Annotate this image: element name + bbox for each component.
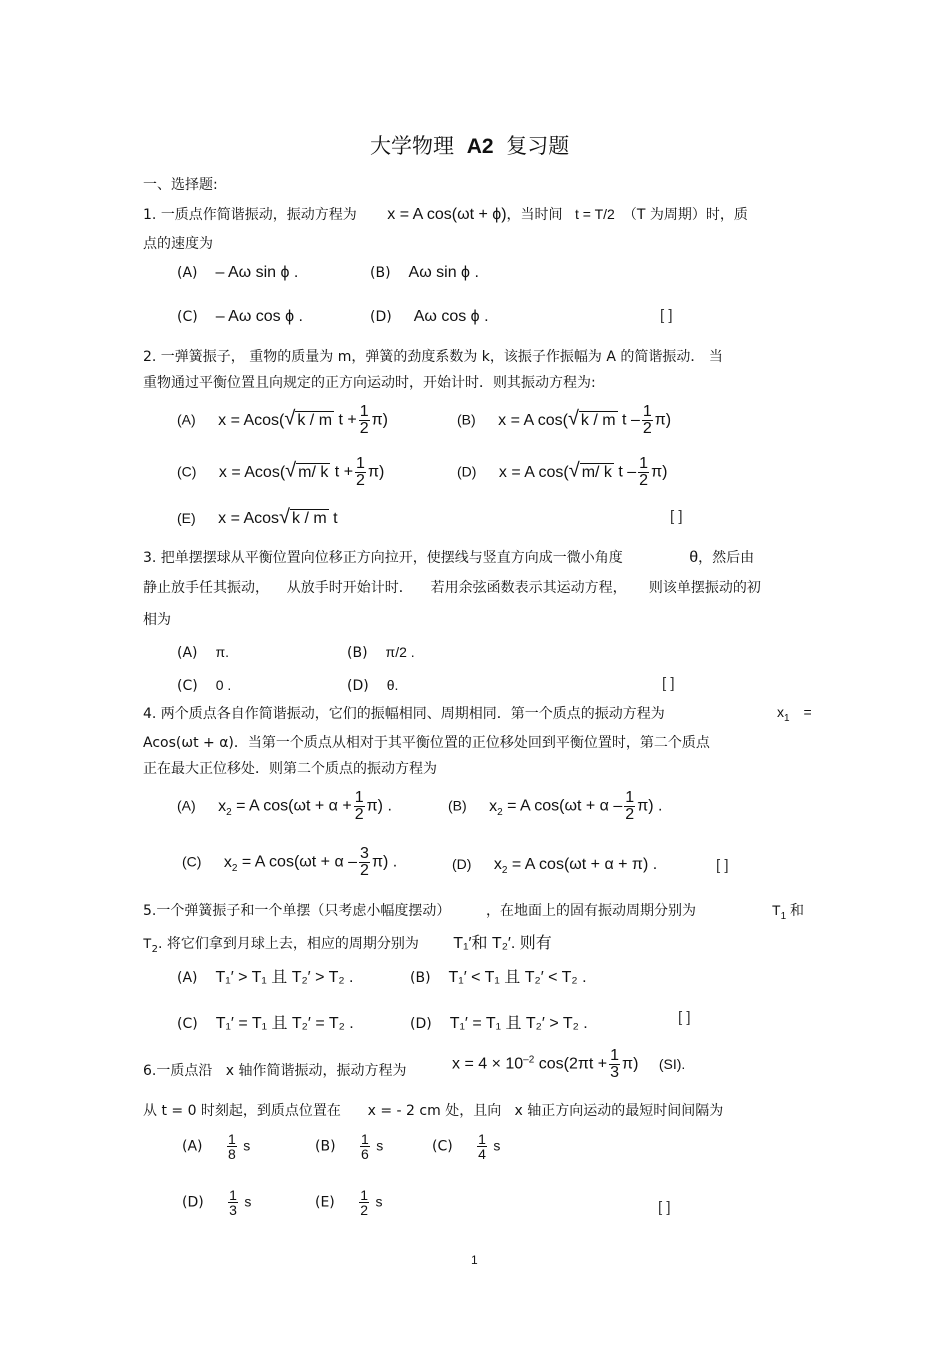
q4-c-den: 2 <box>360 862 369 879</box>
page-title <box>370 130 569 160</box>
q2-c-pre: x = Acos( <box>218 463 286 481</box>
sqrt-icon: √ <box>567 407 579 430</box>
q3-c-label: (C) <box>177 678 198 694</box>
q1-option-c <box>177 308 303 326</box>
q6-option-d <box>182 1188 251 1217</box>
q5-line2-text: . 将它们拿到月球上去，相应的周期分别为 <box>157 936 419 952</box>
q6-b-num: 1 <box>360 1131 369 1147</box>
q2-option-c <box>177 456 384 489</box>
q3-d-label: (D) <box>347 678 369 694</box>
q5-c-text: T₁′ = T₁ 且 T₂′ = T₂ . <box>215 1015 354 1032</box>
q4-c-sign: – <box>348 853 358 871</box>
q5-option-d <box>410 1010 588 1033</box>
q1-text: 一质点作简谐振动，振动方程为 <box>160 207 357 223</box>
q4-b-sign: – <box>613 797 623 815</box>
q2-b-radicand: k / m <box>580 411 616 429</box>
q5-c-label: (C) <box>177 1016 198 1032</box>
q4-option-c <box>182 846 397 879</box>
q3-option-d <box>347 677 398 694</box>
q4-b-sub: 2 <box>497 806 503 818</box>
q2-e-radicand: k / m <box>292 510 327 527</box>
q1-option-a <box>177 264 298 282</box>
q6-eq-c: π) <box>622 1055 639 1073</box>
q4-a-num: 1 <box>354 789 364 806</box>
sqrt-icon: √ <box>284 407 296 430</box>
q1-answer-bracket: [ ] <box>660 307 673 324</box>
title-code: A2 <box>466 135 494 158</box>
q1-text2: ，当时间 <box>506 207 563 223</box>
q2-b-pi: π) <box>654 411 672 429</box>
q6-a-unit: s <box>243 1137 251 1154</box>
q4-x1-sub: 1 <box>784 712 790 724</box>
q2-line1: 2. 一弹簧振子， 重物的质量为 m，弹簧的劲度系数为 k，该振子作振幅为 A 的简谐振动． 当 <box>143 349 723 365</box>
q5-line1: 5.一个弹簧振子和一个单摆（只考虑小幅度摆动） ，在地面上的固有振动周期分别为 <box>143 903 696 919</box>
q1-b-text: Aω sin ϕ . <box>408 264 479 281</box>
q2-b-label: (B) <box>457 411 476 428</box>
q4-c-sub: 2 <box>231 862 238 874</box>
q2-c-den: 2 <box>356 472 365 489</box>
q2-d-den: 2 <box>639 472 649 489</box>
q4-a-label: (A) <box>177 797 196 814</box>
q3-option-b <box>347 644 415 661</box>
q1-a-text: – Aω sin ϕ . <box>215 264 299 281</box>
q1-c-text: – Aω cos ϕ . <box>215 308 303 325</box>
q5-answer-bracket: [ ] <box>678 1009 691 1026</box>
q4-x1-eq: = <box>799 704 812 720</box>
q6-option-e <box>315 1188 382 1217</box>
q4-a-x: x <box>218 797 227 815</box>
q2-option-d <box>457 456 667 489</box>
q5-t2-var: T <box>143 935 152 951</box>
q3-a-text: π. <box>215 644 230 660</box>
q6-option-b <box>315 1132 383 1161</box>
q4-option-a <box>177 790 392 823</box>
q3-line2: 静止放手任其振动， 从放手时开始计时． 若用余弦函数表示其运动方程， 则该单摆振动的初 <box>143 580 761 596</box>
q2-d-label: (D) <box>457 463 477 480</box>
q6-eq-exp: –2 <box>523 1054 535 1066</box>
q6-c-num: 1 <box>478 1131 486 1147</box>
q4-x1-var: x <box>777 704 784 720</box>
q2-option-e <box>177 506 338 529</box>
q5-a-text: T₁′ > T₁ 且 T₂′ > T₂ . <box>215 969 354 986</box>
q2-a-pi: π) <box>371 411 388 429</box>
q4-d-x: x <box>493 856 502 873</box>
q4-b-tail: π) . <box>637 797 663 815</box>
q5-a-label: (A) <box>177 970 198 986</box>
q6-eq-b: cos(2πt + <box>534 1055 608 1073</box>
q1-text3: （T 为周期）时，质 <box>622 207 748 223</box>
q4-a-sub: 2 <box>226 806 232 818</box>
q2-line2: 重物通过平衡位置且向规定的正方向运动时，开始计时．则其振动方程为: <box>143 375 596 391</box>
q6-d-num: 1 <box>229 1187 237 1203</box>
q5-d-text: T₁′ = T₁ 且 T₂′ > T₂ . <box>449 1015 588 1032</box>
q4-b-label: (B) <box>448 797 467 814</box>
q5-t1 <box>772 900 804 922</box>
q5-t1-sub: 1 <box>780 910 787 922</box>
q5-t2-sub: 2 <box>151 943 158 955</box>
q2-b-pre: x = A cos( <box>498 411 568 429</box>
q6-c-label: (C) <box>432 1138 453 1155</box>
q2-d-sign: – <box>627 463 637 481</box>
q4-a-sign: + <box>342 797 352 815</box>
q6-b-den: 6 <box>360 1146 369 1162</box>
q3-option-c <box>177 677 231 694</box>
q1-time: t = T/2 <box>575 206 615 222</box>
q1-d-text: Aω cos ϕ . <box>413 308 489 325</box>
q5-t1-var: T <box>772 902 781 918</box>
q6-e-label: (E) <box>315 1194 335 1211</box>
q6-c-den: 4 <box>478 1146 486 1162</box>
q1-option-b <box>370 264 479 282</box>
q4-d-body: = A cos(ωt + α + π) . <box>507 856 658 873</box>
q2-a-pre: x = Acos( <box>218 411 285 429</box>
q2-d-pi: π) <box>651 463 668 481</box>
q6-c-unit: s <box>493 1137 501 1154</box>
q6-d-label: (D) <box>182 1194 204 1211</box>
q2-d-t: t <box>613 463 623 481</box>
q2-c-sign: + <box>343 463 354 481</box>
q4-a-body: = A cos(ωt + α <box>231 797 343 815</box>
q4-c-body: = A cos(ωt + α <box>237 853 349 871</box>
q6-e-den: 2 <box>360 1202 369 1218</box>
q6-line1: 6.一质点沿 x 轴作简谐振动，振动方程为 <box>143 1063 407 1079</box>
q4-answer-bracket: [ ] <box>716 857 729 874</box>
q5-line2 <box>143 930 552 955</box>
q4-b-x: x <box>489 797 498 815</box>
title-cn: 大学物理 <box>370 134 454 158</box>
q2-e-label: (E) <box>177 510 196 526</box>
q6-b-label: (B) <box>315 1138 336 1155</box>
q2-b-num: 1 <box>642 403 652 420</box>
q2-d-pre: x = A cos( <box>498 463 569 481</box>
q1-line1 <box>143 204 748 224</box>
q4-c-num: 3 <box>360 845 369 862</box>
q1-d-label: (D) <box>370 309 392 325</box>
q1-option-d <box>370 308 489 326</box>
q4-b-den: 2 <box>625 806 635 823</box>
q2-option-a <box>177 404 388 437</box>
q2-answer-bracket: [ ] <box>670 508 683 525</box>
q6-a-num: 1 <box>227 1131 236 1147</box>
sqrt-icon: √ <box>279 506 291 528</box>
q2-c-label: (C) <box>177 463 197 480</box>
q3-a-label: (A) <box>177 645 198 661</box>
q3-theta: θ <box>689 549 699 566</box>
q6-a-label: (A) <box>182 1138 203 1155</box>
q3-text: 3. 把单摆摆球从平衡位置向位移正方向拉开，使摆线与竖直方向成一微小角度 <box>143 550 623 566</box>
q2-a-radicand: k / m <box>297 411 333 429</box>
q1-b-label: (B) <box>370 265 391 281</box>
q6-eq-den: 3 <box>610 1064 620 1081</box>
q5-line2-periods: T₁′和 T₂′. 则有 <box>453 935 552 952</box>
q6-a-den: 8 <box>227 1146 236 1162</box>
q2-a-label: (A) <box>177 411 196 428</box>
q6-line2: 从 t = 0 时刻起，到质点位置在 x = - 2 cm 处，且向 x 轴正方向运动的最短时间间隔为 <box>143 1103 724 1119</box>
q4-line2: Acos(ωt + α)．当第一个质点从相对于其平衡位置的正位移处回到平衡位置时，第二个质点 <box>143 735 710 751</box>
q4-a-den: 2 <box>354 806 364 823</box>
q6-e-unit: s <box>375 1193 383 1210</box>
q6-e-num: 1 <box>360 1187 369 1203</box>
q5-d-label: (D) <box>410 1016 432 1032</box>
q2-b-den: 2 <box>642 420 652 437</box>
q4-c-label: (C) <box>182 853 202 870</box>
q4-x1 <box>777 704 812 724</box>
q1-a-label: (A) <box>177 265 198 281</box>
q4-option-d <box>452 856 657 876</box>
q4-d-label: (D) <box>452 856 472 872</box>
q5-he: 和 <box>786 902 805 918</box>
q3-b-label: (B) <box>347 645 368 661</box>
q6-option-c <box>432 1132 500 1161</box>
q3-answer-bracket: [ ] <box>662 675 675 692</box>
q3-option-a <box>177 644 229 661</box>
q4-c-tail: π) . <box>371 853 398 871</box>
q4-b-num: 1 <box>625 789 635 806</box>
q6-eq-a: x = 4 × 10 <box>452 1055 524 1073</box>
section-heading: 一、选择题: <box>143 177 218 193</box>
q4-line3: 正在最大正位移处．则第二个质点的振动方程为 <box>143 761 437 777</box>
q6-b-unit: s <box>376 1137 384 1154</box>
q2-e-t: t <box>328 510 338 527</box>
q4-option-b <box>448 790 662 823</box>
q6-eq-num: 1 <box>610 1047 620 1064</box>
q2-d-num: 1 <box>639 455 649 472</box>
q6-option-a <box>182 1132 250 1161</box>
q2-a-num: 1 <box>359 403 369 420</box>
q6-d-den: 3 <box>229 1202 237 1218</box>
q5-b-label: (B) <box>410 970 431 986</box>
q3-line3: 相为 <box>143 612 171 628</box>
q4-b-body: = A cos(ωt + α <box>502 797 614 815</box>
q5-b-text: T₁′ < T₁ 且 T₂′ < T₂ . <box>448 969 587 986</box>
q2-a-t: t <box>334 411 343 429</box>
q1-equation: x = A cos(ωt + ϕ) <box>387 206 507 223</box>
q3-c-text: 0 . <box>215 677 232 693</box>
q6-units: (SI). <box>658 1055 686 1072</box>
q3-d-text: θ. <box>386 677 399 693</box>
q2-b-t: t <box>617 411 627 429</box>
q2-e-pre: x = Acos <box>218 510 280 527</box>
q2-c-t: t <box>330 463 340 481</box>
q4-d-sub: 2 <box>501 865 508 877</box>
q3-b-text: π/2 . <box>385 644 415 660</box>
q2-a-sign: + <box>347 411 357 429</box>
page-number: 1 <box>471 1253 478 1267</box>
q1-c-label: (C) <box>177 309 198 325</box>
sqrt-icon: √ <box>568 459 580 482</box>
q3-text2: ，然后由 <box>698 550 755 566</box>
q1-number: 1. <box>143 207 161 223</box>
q6-d-unit: s <box>244 1193 252 1210</box>
sqrt-icon: √ <box>285 459 297 482</box>
q1-line2: 点的速度为 <box>143 236 213 252</box>
q2-d-radicand: m/ k <box>581 463 612 481</box>
q5-option-c <box>177 1010 354 1033</box>
q5-option-b <box>410 964 587 987</box>
q6-answer-bracket: [ ] <box>658 1199 671 1216</box>
q2-c-num: 1 <box>356 455 365 472</box>
q2-option-b <box>457 404 671 437</box>
title-tail: 复习题 <box>506 134 570 158</box>
q2-c-pi: π) <box>367 463 385 481</box>
q6-equation <box>452 1048 685 1081</box>
q4-a-tail: π) . <box>366 797 392 815</box>
q2-c-radicand: m/ k <box>298 463 329 481</box>
q3-line1 <box>143 547 754 567</box>
q2-a-den: 2 <box>359 420 369 437</box>
q2-b-sign: – <box>630 411 640 429</box>
q4-line1: 4. 两个质点各自作简谐振动，它们的振幅相同、周期相同．第一个质点的振动方程为 <box>143 706 665 722</box>
q4-c-x: x <box>223 853 232 871</box>
q5-option-a <box>177 964 354 987</box>
